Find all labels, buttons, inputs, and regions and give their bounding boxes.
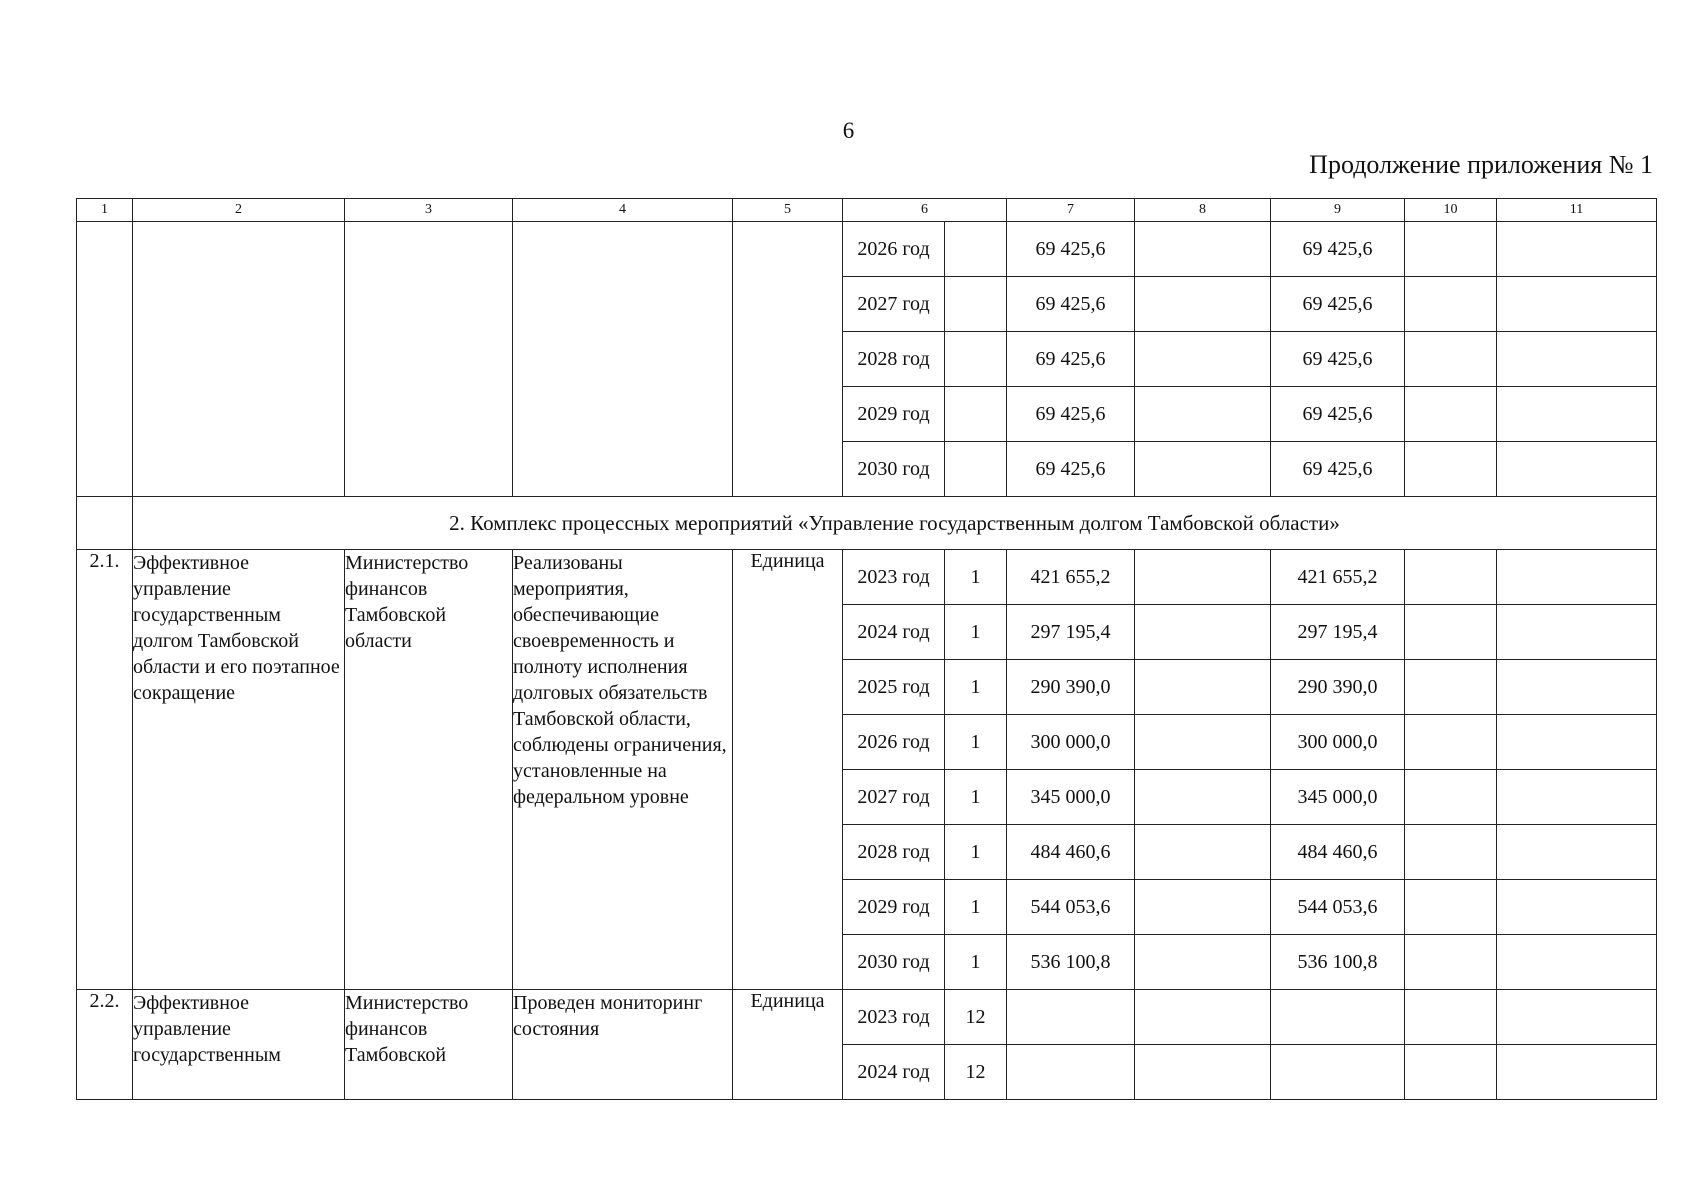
year-cell: 2027 год bbox=[843, 770, 945, 825]
cell-empty bbox=[1135, 332, 1271, 387]
item-number: 2.1. bbox=[77, 550, 133, 990]
cell-empty bbox=[1135, 825, 1271, 880]
page-number: 6 bbox=[842, 118, 855, 143]
col-header: 4 bbox=[513, 199, 733, 222]
cell-empty bbox=[1007, 990, 1135, 1045]
cell-empty bbox=[1497, 990, 1657, 1045]
value-cell: 69 425,6 bbox=[1271, 222, 1405, 277]
item-name: Эффективное управление государственным bbox=[133, 990, 345, 1100]
cell-empty bbox=[1497, 880, 1657, 935]
cell-empty bbox=[1405, 715, 1497, 770]
value-cell: 421 655,2 bbox=[1007, 550, 1135, 605]
item-number: 2.2. bbox=[77, 990, 133, 1100]
value-cell: 484 460,6 bbox=[1271, 825, 1405, 880]
cell-empty bbox=[1135, 222, 1271, 277]
cell-empty bbox=[1497, 332, 1657, 387]
section-title: 2. Комплекс процессных мероприятий «Управление государственным долгом Тамбовской области» bbox=[133, 497, 1657, 550]
cell-empty bbox=[1135, 990, 1271, 1045]
cell-empty bbox=[1497, 660, 1657, 715]
item-result: Реализованы мероприятия, обеспечивающие своевременность и полноту исполнения долговых обязательств Тамбовской области, соблюдены ограничения, установленные на федеральном уровне bbox=[513, 550, 733, 990]
cell-empty bbox=[945, 277, 1007, 332]
count-cell: 1 bbox=[945, 550, 1007, 605]
table-row bbox=[77, 990, 1657, 1045]
cell-empty bbox=[1135, 550, 1271, 605]
year-cell: 2023 год bbox=[843, 550, 945, 605]
item-name: Эффективное управление государственным долгом Тамбовской области и его поэтапное сокращение bbox=[133, 550, 345, 990]
value-cell: 300 000,0 bbox=[1271, 715, 1405, 770]
value-cell: 69 425,6 bbox=[1007, 277, 1135, 332]
value-cell: 69 425,6 bbox=[1007, 442, 1135, 497]
cell-empty bbox=[1135, 442, 1271, 497]
value-cell: 536 100,8 bbox=[1271, 935, 1405, 990]
cell-empty bbox=[1135, 660, 1271, 715]
cell-empty bbox=[945, 442, 1007, 497]
value-cell: 536 100,8 bbox=[1007, 935, 1135, 990]
appendix-continuation-title: Продолжение приложения № 1 bbox=[1309, 150, 1653, 179]
item-unit: Единица bbox=[733, 550, 843, 990]
col-header: 8 bbox=[1135, 199, 1271, 222]
cell-empty bbox=[1497, 935, 1657, 990]
cell-empty bbox=[1135, 387, 1271, 442]
cell-empty bbox=[77, 497, 133, 550]
column-number-row bbox=[77, 199, 1657, 222]
value-cell: 290 390,0 bbox=[1007, 660, 1135, 715]
col-header: 7 bbox=[1007, 199, 1135, 222]
value-cell: 69 425,6 bbox=[1271, 332, 1405, 387]
cell-empty bbox=[1497, 715, 1657, 770]
cell-empty bbox=[1405, 880, 1497, 935]
count-cell: 1 bbox=[945, 715, 1007, 770]
count-cell: 1 bbox=[945, 825, 1007, 880]
col-header: 10 bbox=[1405, 199, 1497, 222]
value-cell: 69 425,6 bbox=[1271, 387, 1405, 442]
cell-empty bbox=[1405, 935, 1497, 990]
year-cell: 2028 год bbox=[843, 825, 945, 880]
value-cell: 69 425,6 bbox=[1007, 222, 1135, 277]
cell-empty bbox=[1271, 1045, 1405, 1100]
col-header: 3 bbox=[345, 199, 513, 222]
cell-empty bbox=[1405, 277, 1497, 332]
value-cell: 421 655,2 bbox=[1271, 550, 1405, 605]
cell-empty bbox=[945, 222, 1007, 277]
cell-empty bbox=[1405, 222, 1497, 277]
col-header: 6 bbox=[843, 199, 1007, 222]
count-cell: 1 bbox=[945, 880, 1007, 935]
value-cell: 297 195,4 bbox=[1007, 605, 1135, 660]
cell-empty bbox=[1497, 605, 1657, 660]
value-cell: 345 000,0 bbox=[1271, 770, 1405, 825]
cell-empty bbox=[1135, 715, 1271, 770]
year-cell: 2026 год bbox=[843, 222, 945, 277]
count-cell: 1 bbox=[945, 935, 1007, 990]
cell-empty bbox=[1405, 605, 1497, 660]
cell-empty bbox=[345, 222, 513, 497]
cell-empty bbox=[1405, 770, 1497, 825]
year-cell: 2024 год bbox=[843, 1045, 945, 1100]
year-cell: 2030 год bbox=[843, 442, 945, 497]
cell-empty bbox=[1007, 1045, 1135, 1100]
cell-empty bbox=[1271, 990, 1405, 1045]
year-cell: 2024 год bbox=[843, 605, 945, 660]
value-cell: 69 425,6 bbox=[1271, 277, 1405, 332]
col-header: 9 bbox=[1271, 199, 1405, 222]
value-cell: 69 425,6 bbox=[1007, 387, 1135, 442]
cell-empty bbox=[1497, 550, 1657, 605]
col-header: 1 bbox=[77, 199, 133, 222]
col-header: 11 bbox=[1497, 199, 1657, 222]
count-cell: 1 bbox=[945, 660, 1007, 715]
value-cell: 290 390,0 bbox=[1271, 660, 1405, 715]
year-cell: 2029 год bbox=[843, 880, 945, 935]
cell-empty bbox=[1405, 1045, 1497, 1100]
year-cell: 2030 год bbox=[843, 935, 945, 990]
cell-empty bbox=[1497, 1045, 1657, 1100]
count-cell: 12 bbox=[945, 1045, 1007, 1100]
year-cell: 2028 год bbox=[843, 332, 945, 387]
count-cell: 1 bbox=[945, 770, 1007, 825]
cell-empty bbox=[1135, 1045, 1271, 1100]
cell-empty bbox=[1405, 387, 1497, 442]
item-responsible: Министерство финансов Тамбовской области bbox=[345, 550, 513, 990]
count-cell: 1 bbox=[945, 605, 1007, 660]
item-responsible: Министерство финансов Тамбовской bbox=[345, 990, 513, 1100]
value-cell: 69 425,6 bbox=[1007, 332, 1135, 387]
year-cell: 2026 год bbox=[843, 715, 945, 770]
count-cell: 12 bbox=[945, 990, 1007, 1045]
cell-empty bbox=[1497, 222, 1657, 277]
cell-empty bbox=[1135, 935, 1271, 990]
cell-empty bbox=[1405, 990, 1497, 1045]
value-cell: 300 000,0 bbox=[1007, 715, 1135, 770]
cell-empty bbox=[1497, 442, 1657, 497]
table-row bbox=[77, 550, 1657, 605]
cell-empty bbox=[133, 222, 345, 497]
cell-empty bbox=[1405, 550, 1497, 605]
year-cell: 2023 год bbox=[843, 990, 945, 1045]
value-cell: 544 053,6 bbox=[1007, 880, 1135, 935]
cell-empty bbox=[1497, 387, 1657, 442]
cell-empty bbox=[1405, 825, 1497, 880]
table-row bbox=[77, 222, 1657, 277]
col-header: 2 bbox=[133, 199, 345, 222]
cell-empty bbox=[1497, 277, 1657, 332]
cell-empty bbox=[77, 222, 133, 497]
cell-empty bbox=[1497, 770, 1657, 825]
cell-empty bbox=[1405, 660, 1497, 715]
cell-empty bbox=[513, 222, 733, 497]
item-unit: Единица bbox=[733, 990, 843, 1100]
cell-empty bbox=[1135, 880, 1271, 935]
cell-empty bbox=[1405, 332, 1497, 387]
item-result: Проведен мониторинг состояния bbox=[513, 990, 733, 1100]
value-cell: 345 000,0 bbox=[1007, 770, 1135, 825]
cell-empty bbox=[1135, 277, 1271, 332]
year-cell: 2029 год bbox=[843, 387, 945, 442]
cell-empty bbox=[945, 332, 1007, 387]
cell-empty bbox=[945, 387, 1007, 442]
cell-empty bbox=[733, 222, 843, 497]
year-cell: 2027 год bbox=[843, 277, 945, 332]
program-table bbox=[76, 198, 1657, 1100]
value-cell: 484 460,6 bbox=[1007, 825, 1135, 880]
value-cell: 69 425,6 bbox=[1271, 442, 1405, 497]
value-cell: 297 195,4 bbox=[1271, 605, 1405, 660]
col-header: 5 bbox=[733, 199, 843, 222]
section-row bbox=[77, 497, 1657, 550]
year-cell: 2025 год bbox=[843, 660, 945, 715]
cell-empty bbox=[1135, 770, 1271, 825]
cell-empty bbox=[1135, 605, 1271, 660]
cell-empty bbox=[1497, 825, 1657, 880]
value-cell: 544 053,6 bbox=[1271, 880, 1405, 935]
cell-empty bbox=[1405, 442, 1497, 497]
